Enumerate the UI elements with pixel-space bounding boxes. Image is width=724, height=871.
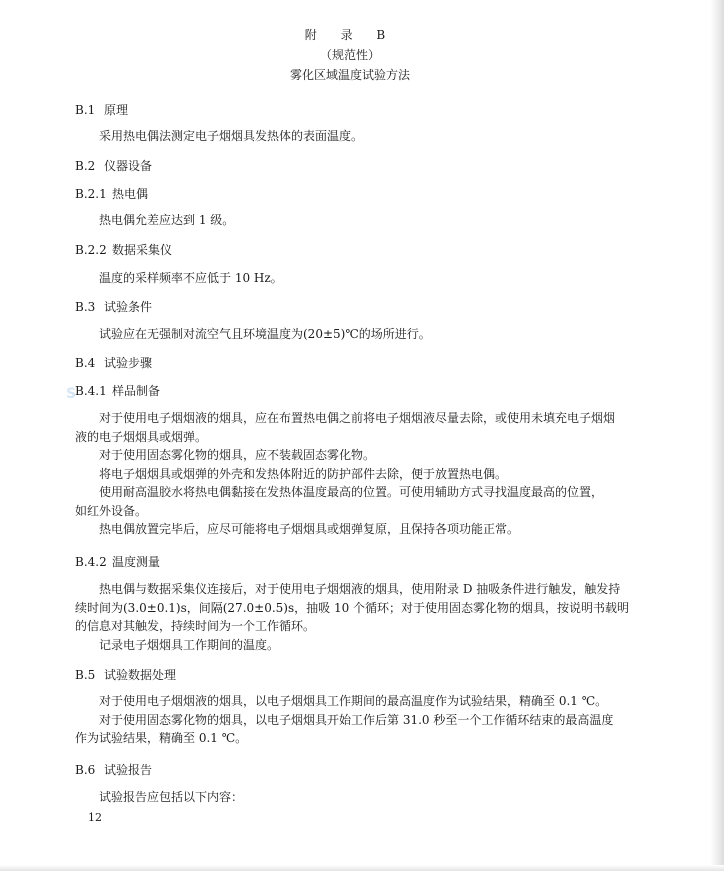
heading-b41 (75, 382, 160, 399)
text-line: 热电偶放置完毕后，应尽可能将电子烟烟具或烟弹复原，且保持各项功能正常。 (99, 522, 520, 536)
heading-b3 (75, 298, 152, 315)
heading-number: B.5 (75, 668, 96, 682)
page-number: 12 (88, 811, 102, 824)
text-line: 对于使用电子烟烟液的烟具，应在布置热电偶之前将电子烟烟液尽量去除，或使用未填充电子烟烟 (99, 411, 616, 425)
heading-b22 (75, 241, 172, 258)
text-line: 对于使用电子烟烟液的烟具，以电子烟烟具工作期间的最高温度作为试验结果，精确至 0.1 ℃。 (99, 694, 608, 708)
heading-title: 温度测量 (112, 555, 161, 569)
text-line: 热电偶与数据采集仪连接后，对于使用电子烟烟液的烟具，使用附录 D 抽吸条件进行触发，触发持 (99, 582, 621, 596)
heading-b21 (75, 185, 148, 202)
heading-number: B.3 (75, 300, 96, 314)
text-line: 液的电子烟烟具或烟弹。 (75, 429, 208, 444)
annex-name: 雾化区域温度试验方法 (289, 68, 410, 82)
heading-title: 试验条件 (104, 300, 153, 314)
heading-title: 试验报告 (104, 763, 153, 777)
heading-number: B.2 (75, 159, 96, 173)
text-line: 采用热电偶法测定电子烟烟具发热体的表面温度。 (99, 129, 364, 143)
heading-title: 试验步骤 (104, 356, 153, 370)
heading-title: 热电偶 (112, 187, 149, 201)
heading-title: 样品制备 (112, 384, 161, 398)
paragraph-b6 (75, 788, 635, 807)
heading-number: B.2.2 (75, 243, 107, 257)
text-line: 对于使用固态雾化物的烟具，应不装载固态雾化物。 (99, 448, 376, 462)
heading-title: 数据采集仪 (112, 243, 173, 257)
heading-title: 试验数据处理 (104, 668, 177, 682)
text-line: 试验应在无强制对流空气且环境温度为(20±5)℃的场所进行。 (99, 327, 431, 341)
text-line: 温度的采样频率不应低于 10 Hz。 (99, 271, 283, 285)
paragraph-b22 (75, 269, 635, 288)
text-line: 记录电子烟烟具工作期间的温度。 (99, 637, 280, 652)
text-line: 如红外设备。 (75, 503, 148, 518)
heading-b42 (75, 553, 160, 570)
text-line: 对于使用固态雾化物的烟具，以电子烟烟具开始工作后第 31.0 秒至一个工作循环结束的最高温度 (99, 712, 614, 727)
paragraph-b42 (75, 580, 635, 654)
heading-number: B.6 (75, 763, 96, 777)
text-line: 的信息对其触发，持续时间为一个工作循环。 (75, 619, 316, 633)
annex-title: 附 录 B (304, 28, 396, 42)
heading-b4 (75, 354, 152, 371)
heading-b5 (75, 666, 176, 683)
watermark-mark: S (66, 386, 77, 402)
heading-b6 (75, 761, 152, 778)
text-line: 热电偶允差应达到 1 级。 (99, 213, 235, 227)
heading-b2 (75, 157, 152, 174)
paragraph-b1 (75, 127, 635, 146)
text-line: 续时间为(3.0±0.1)s，间隔(27.0±0.5)s，抽吸 10 个循环；对于使用固态雾化物的烟具，按说明书载明 (75, 600, 630, 615)
heading-title: 原理 (104, 103, 129, 117)
page-edge-shadow (710, 0, 724, 871)
heading-number: B.4.2 (75, 555, 107, 569)
heading-number: B.1 (75, 103, 96, 117)
heading-b1 (75, 101, 128, 118)
heading-title: 仪器设备 (104, 159, 153, 173)
paragraph-b21 (75, 211, 635, 230)
paragraph-b5 (75, 692, 635, 748)
page-bottom-shadow (0, 865, 724, 871)
heading-number: B.2.1 (75, 187, 107, 201)
text-line: 将电子烟烟具或烟弹的外壳和发热体附近的防护部件去除，便于放置热电偶。 (99, 466, 508, 481)
text-line: 作为试验结果，精确至 0.1 ℃。 (75, 731, 248, 745)
annex-nature: （规范性） (319, 48, 380, 62)
paragraph-b41 (75, 409, 635, 539)
heading-number: B.4 (75, 356, 96, 370)
heading-number: B.4.1 (75, 384, 107, 398)
paragraph-b3 (75, 325, 635, 344)
text-line: 使用耐高温胶水将热电偶黏接在发热体温度最高的位置。可使用辅助方式寻找温度最高的位置， (99, 485, 604, 499)
text-line: 试验报告应包括以下内容： (99, 790, 244, 804)
